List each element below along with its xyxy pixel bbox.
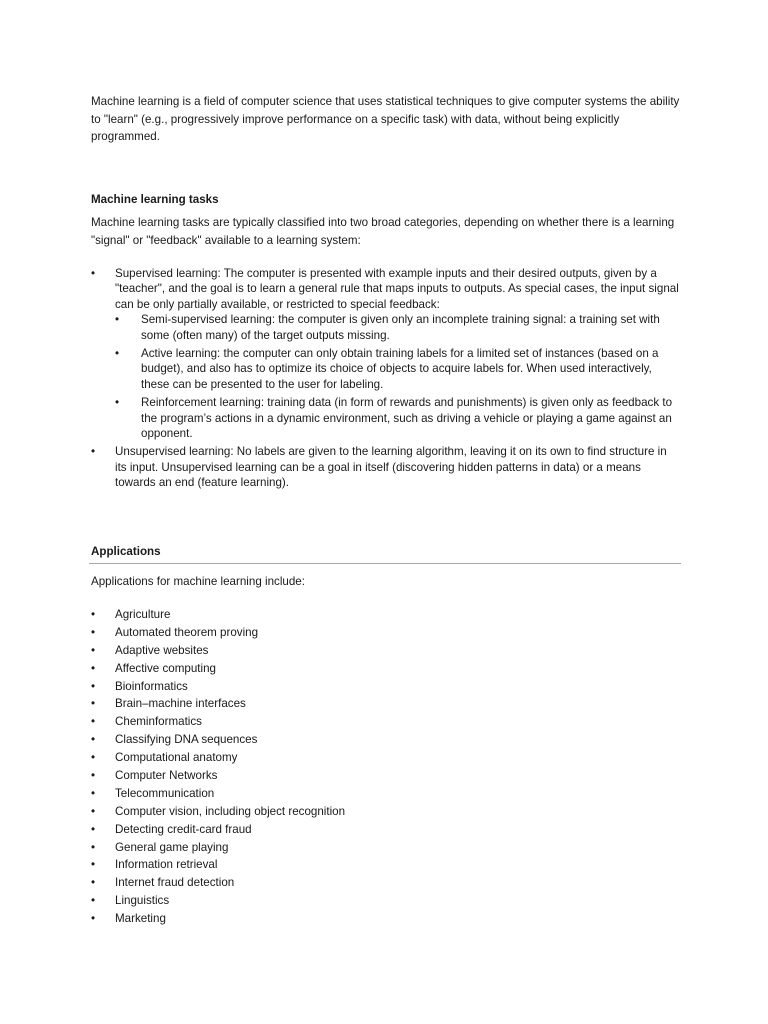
- list-item-text: Unsupervised learning: No labels are given to the learning algorithm, leaving it on its own to find structure in its input. Unsupervised learning can be a goal in itself (discovering hidden patterns in data) or a means towards an end (feature learning).: [115, 445, 667, 490]
- list-item-text: Reinforcement learning: training data (in form of rewards and punishments) is given only as feedback to the program’s actions in a dynamic environment, such as driving a vehicle or playing a game against an opponent.: [141, 396, 673, 441]
- section-divider: [89, 563, 681, 564]
- list-item: • Marketing: [91, 910, 681, 928]
- list-item: • Agriculture: [91, 606, 681, 624]
- tasks-list: [91, 266, 681, 494]
- list-item: • Telecommunication: [91, 785, 681, 803]
- intro-paragraph: Machine learning is a field of computer science that uses statistical techniques to give computer systems the ability to "learn" (e.g., progressively improve performance on a specific task) with data, without being explicitly programmed.: [91, 95, 680, 143]
- list-item: • Internet fraud detection: [91, 874, 681, 892]
- list-item: • Affective computing: [91, 660, 681, 678]
- list-item: • Detecting credit-card fraud: [91, 821, 681, 839]
- list-item-text: Semi-supervised learning: the computer is given only an incomplete training signal: a training set with some (often many) of the target outputs missing.: [141, 313, 660, 342]
- applications-heading: Applications: [91, 545, 161, 558]
- supervised-sublist: [115, 312, 681, 441]
- applications-intro-paragraph: Applications for machine learning include:: [91, 575, 305, 588]
- list-item-unsupervised: [91, 444, 681, 490]
- list-item: • Computer Networks: [91, 767, 681, 785]
- list-item-active-learning: [115, 346, 681, 392]
- list-item: • General game playing: [91, 839, 681, 857]
- tasks-heading: Machine learning tasks: [91, 193, 219, 206]
- list-item: • Brain–machine interfaces: [91, 695, 681, 713]
- list-item-semi-supervised: [115, 312, 681, 343]
- list-item: • Computational anatomy: [91, 749, 681, 767]
- list-item-reinforcement: [115, 395, 681, 441]
- list-item: • Automated theorem proving: [91, 624, 681, 642]
- list-item: • Linguistics: [91, 892, 681, 910]
- list-item: • Information retrieval: [91, 856, 681, 874]
- applications-list: [91, 606, 681, 928]
- list-item-text: Supervised learning: The computer is presented with example inputs and their desired outputs, given by a "teacher", and the goal is to learn a general rule that maps inputs to outputs. As special cases, the input signal can be only partially available, or restricted to special feedback:: [115, 267, 679, 311]
- list-item-supervised: [91, 266, 681, 441]
- list-item: • Bioinformatics: [91, 678, 681, 696]
- list-item: • Computer vision, including object recognition: [91, 803, 681, 821]
- list-item: • Cheminformatics: [91, 713, 681, 731]
- tasks-intro-paragraph: Machine learning tasks are typically classified into two broad categories, depending on whether there is a learning "signal" or "feedback" available to a learning system:: [91, 216, 675, 247]
- list-item-text: Active learning: the computer can only obtain training labels for a limited set of instances (based on a budget), and also has to optimize its choice of objects to acquire labels for. When used interactively, these can be presented to the user for labeling.: [141, 347, 659, 391]
- list-item: • Adaptive websites: [91, 642, 681, 660]
- list-item: • Classifying DNA sequences: [91, 731, 681, 749]
